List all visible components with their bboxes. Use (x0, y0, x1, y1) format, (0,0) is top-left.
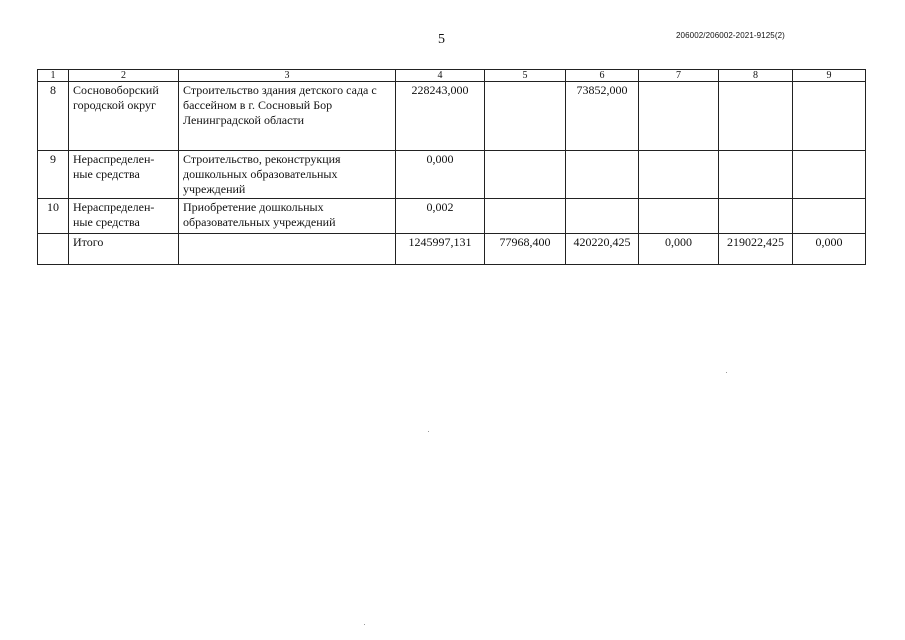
column-header-8: 8 (719, 70, 793, 82)
column-header-3: 3 (179, 70, 396, 82)
column-header-6: 6 (566, 70, 639, 82)
total-row-number (38, 234, 69, 265)
value-cell-5 (485, 199, 566, 234)
value-cell-9 (793, 82, 866, 151)
value-cell-6 (566, 151, 639, 199)
value-cell-9 (793, 151, 866, 199)
value-cell-7 (639, 82, 719, 151)
value-cell-6 (566, 199, 639, 234)
value-cell-4: 228243,000 (396, 82, 485, 151)
total-value-7: 0,000 (639, 234, 719, 265)
value-cell-8 (719, 151, 793, 199)
object-cell: Строительство здания детского сада с бассейном в г. Сосновый Бор Ленинградской области (179, 82, 396, 151)
recipient-cell: Нераспределен-ные средства (69, 151, 179, 199)
table-row (38, 151, 866, 199)
total-value-5: 77968,400 (485, 234, 566, 265)
scan-speck (428, 431, 429, 432)
column-header-9: 9 (793, 70, 866, 82)
total-object-cell (179, 234, 396, 265)
value-cell-6: 73852,000 (566, 82, 639, 151)
object-cell: Строительство, реконструкция дошкольных образовательных учреждений (179, 151, 396, 199)
object-cell: Приобретение дошкольных образовательных учреждений (179, 199, 396, 234)
recipient-cell: Нераспределен-ные средства (69, 199, 179, 234)
column-header-1: 1 (38, 70, 69, 82)
row-number: 8 (38, 82, 69, 151)
total-label: Итого (69, 234, 179, 265)
scan-speck (364, 624, 365, 625)
value-cell-4: 0,002 (396, 199, 485, 234)
column-header-7: 7 (639, 70, 719, 82)
scan-speck (726, 372, 727, 373)
column-header-4: 4 (396, 70, 485, 82)
total-row (38, 234, 866, 265)
value-cell-7 (639, 199, 719, 234)
value-cell-5 (485, 151, 566, 199)
total-value-6: 420220,425 (566, 234, 639, 265)
value-cell-8 (719, 82, 793, 151)
row-number: 10 (38, 199, 69, 234)
column-header-2: 2 (69, 70, 179, 82)
budget-table (37, 69, 866, 265)
table-row (38, 199, 866, 234)
row-number: 9 (38, 151, 69, 199)
table-header-row (38, 70, 866, 82)
value-cell-7 (639, 151, 719, 199)
total-value-9: 0,000 (793, 234, 866, 265)
document-code: 206002/206002-2021-9125(2) (676, 31, 785, 40)
column-header-5: 5 (485, 70, 566, 82)
table-row (38, 82, 866, 151)
total-value-4: 1245997,131 (396, 234, 485, 265)
value-cell-9 (793, 199, 866, 234)
value-cell-5 (485, 82, 566, 151)
page-number: 5 (438, 32, 445, 47)
recipient-cell: Сосновоборский городской округ (69, 82, 179, 151)
value-cell-4: 0,000 (396, 151, 485, 199)
total-value-8: 219022,425 (719, 234, 793, 265)
value-cell-8 (719, 199, 793, 234)
